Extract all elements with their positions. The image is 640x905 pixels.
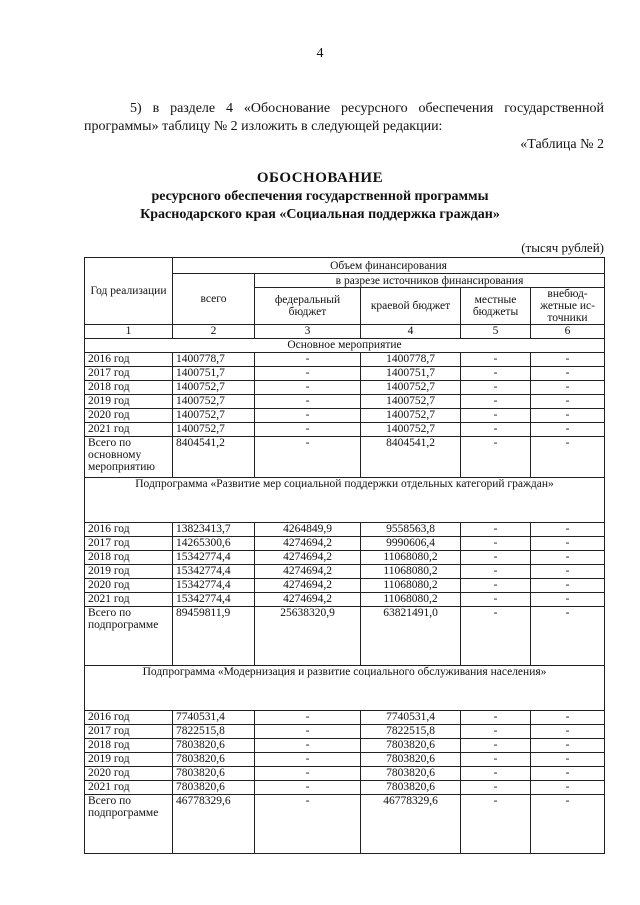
cell-federal: - bbox=[255, 423, 361, 437]
cell-total: 1400752,7 bbox=[173, 381, 255, 395]
cell-extra: - bbox=[531, 725, 605, 739]
section-title: Основное мероприятие bbox=[85, 339, 605, 353]
table-row bbox=[85, 395, 605, 409]
cell-regional: 1400778,7 bbox=[361, 353, 461, 367]
total-cell-regional: 46778329,6 bbox=[361, 795, 461, 854]
cell-year: 2019 год bbox=[85, 565, 173, 579]
cell-total: 1400751,7 bbox=[173, 367, 255, 381]
total-cell-regional: 8404541,2 bbox=[361, 437, 461, 478]
cell-year: 2017 год bbox=[85, 367, 173, 381]
intro-paragraph bbox=[84, 100, 604, 136]
header-year: Год реализации bbox=[85, 258, 173, 325]
cell-year: 2017 год bbox=[85, 725, 173, 739]
cell-local: - bbox=[461, 753, 531, 767]
column-numbers-row bbox=[85, 325, 605, 339]
cell-year: 2021 год bbox=[85, 423, 173, 437]
cell-regional: 11068080,2 bbox=[361, 593, 461, 607]
table-row bbox=[85, 725, 605, 739]
total-cell-federal: 25638320,9 bbox=[255, 607, 361, 666]
cell-year: 2018 год bbox=[85, 739, 173, 753]
cell-regional: 7803820,6 bbox=[361, 781, 461, 795]
cell-year: 2020 год bbox=[85, 409, 173, 423]
cell-federal: 4274694,2 bbox=[255, 579, 361, 593]
intro-text: 5) в разделе 4 «Обоснование ресурсного обеспечения государственной программы» таблицу № 2 изложить в следующей редакции: bbox=[84, 101, 604, 134]
cell-total: 7822515,8 bbox=[173, 725, 255, 739]
cell-year: 2016 год bbox=[85, 711, 173, 725]
cell-federal: - bbox=[255, 367, 361, 381]
table-row bbox=[85, 753, 605, 767]
document-subtitle-line2: Краснодарского края «Социальная поддержка граждан» bbox=[140, 207, 500, 222]
cell-regional: 11068080,2 bbox=[361, 551, 461, 565]
header-volume: Объем финансирования bbox=[173, 258, 605, 274]
cell-local: - bbox=[461, 767, 531, 781]
cell-extra: - bbox=[531, 367, 605, 381]
total-cell-year: Всего по подпрограмме bbox=[85, 607, 173, 666]
cell-year: 2019 год bbox=[85, 395, 173, 409]
cell-federal: - bbox=[255, 395, 361, 409]
cell-regional: 1400752,7 bbox=[361, 423, 461, 437]
cell-total: 1400752,7 bbox=[173, 423, 255, 437]
total-row bbox=[85, 437, 605, 478]
cell-extra: - bbox=[531, 537, 605, 551]
cell-local: - bbox=[461, 739, 531, 753]
cell-federal: - bbox=[255, 739, 361, 753]
cell-total: 15342774,4 bbox=[173, 579, 255, 593]
cell-extra: - bbox=[531, 739, 605, 753]
column-number: 5 bbox=[461, 325, 531, 339]
cell-federal: 4264849,9 bbox=[255, 523, 361, 537]
cell-total: 15342774,4 bbox=[173, 593, 255, 607]
cell-regional: 1400752,7 bbox=[361, 395, 461, 409]
header-total: всего bbox=[173, 274, 255, 325]
cell-total: 7803820,6 bbox=[173, 781, 255, 795]
cell-year: 2016 год bbox=[85, 353, 173, 367]
table-row bbox=[85, 353, 605, 367]
cell-local: - bbox=[461, 395, 531, 409]
cell-federal: - bbox=[255, 767, 361, 781]
cell-local: - bbox=[461, 537, 531, 551]
cell-federal: 4274694,2 bbox=[255, 537, 361, 551]
cell-total: 15342774,4 bbox=[173, 551, 255, 565]
cell-total: 14265300,6 bbox=[173, 537, 255, 551]
cell-extra: - bbox=[531, 565, 605, 579]
cell-total: 7740531,4 bbox=[173, 711, 255, 725]
cell-year: 2021 год bbox=[85, 593, 173, 607]
cell-total: 15342774,4 bbox=[173, 565, 255, 579]
table-row bbox=[85, 551, 605, 565]
cell-regional: 1400751,7 bbox=[361, 367, 461, 381]
cell-federal: 4274694,2 bbox=[255, 593, 361, 607]
cell-local: - bbox=[461, 579, 531, 593]
total-cell-local: - bbox=[461, 795, 531, 854]
cell-year: 2018 год bbox=[85, 551, 173, 565]
table-row bbox=[85, 381, 605, 395]
section-title-row bbox=[85, 666, 605, 711]
total-cell-year: Всего по подпрограмме bbox=[85, 795, 173, 854]
cell-total: 7803820,6 bbox=[173, 767, 255, 781]
cell-federal: - bbox=[255, 753, 361, 767]
column-number: 6 bbox=[531, 325, 605, 339]
cell-year: 2018 год bbox=[85, 381, 173, 395]
cell-year: 2020 год bbox=[85, 579, 173, 593]
table-reference: «Таблица № 2 bbox=[520, 137, 604, 152]
header-local: местные бюджеты bbox=[461, 288, 531, 325]
cell-federal: 4274694,2 bbox=[255, 551, 361, 565]
cell-local: - bbox=[461, 711, 531, 725]
header-by-source: в разрезе источников финансирования bbox=[255, 274, 605, 288]
header-regional: краевой бюджет bbox=[361, 288, 461, 325]
cell-federal: 4274694,2 bbox=[255, 565, 361, 579]
cell-extra: - bbox=[531, 711, 605, 725]
cell-regional: 7803820,6 bbox=[361, 767, 461, 781]
table-row bbox=[85, 523, 605, 537]
cell-extra: - bbox=[531, 781, 605, 795]
cell-total: 1400752,7 bbox=[173, 409, 255, 423]
cell-total: 1400778,7 bbox=[173, 353, 255, 367]
column-number: 4 bbox=[361, 325, 461, 339]
total-cell-federal: - bbox=[255, 437, 361, 478]
cell-year: 2019 год bbox=[85, 753, 173, 767]
cell-local: - bbox=[461, 593, 531, 607]
table-row bbox=[85, 593, 605, 607]
cell-federal: - bbox=[255, 409, 361, 423]
cell-extra: - bbox=[531, 767, 605, 781]
document-title: ОБОСНОВАНИЕ bbox=[256, 170, 384, 186]
financing-table bbox=[84, 257, 605, 854]
table-row bbox=[85, 423, 605, 437]
cell-federal: - bbox=[255, 725, 361, 739]
cell-extra: - bbox=[531, 593, 605, 607]
column-number: 2 bbox=[173, 325, 255, 339]
cell-year: 2020 год bbox=[85, 767, 173, 781]
cell-local: - bbox=[461, 423, 531, 437]
cell-total: 13823413,7 bbox=[173, 523, 255, 537]
section-title-row bbox=[85, 478, 605, 523]
cell-local: - bbox=[461, 565, 531, 579]
table-row bbox=[85, 409, 605, 423]
cell-regional: 7803820,6 bbox=[361, 753, 461, 767]
cell-regional: 7740531,4 bbox=[361, 711, 461, 725]
cell-extra: - bbox=[531, 579, 605, 593]
cell-local: - bbox=[461, 409, 531, 423]
cell-local: - bbox=[461, 353, 531, 367]
cell-regional: 11068080,2 bbox=[361, 579, 461, 593]
total-cell-regional: 63821491,0 bbox=[361, 607, 461, 666]
cell-federal: - bbox=[255, 353, 361, 367]
total-cell-local: - bbox=[461, 437, 531, 478]
cell-year: 2017 год bbox=[85, 537, 173, 551]
cell-total: 7803820,6 bbox=[173, 739, 255, 753]
total-cell-total: 46778329,6 bbox=[173, 795, 255, 854]
header-federal: федеральный бюджет bbox=[255, 288, 361, 325]
cell-local: - bbox=[461, 381, 531, 395]
table-row bbox=[85, 579, 605, 593]
cell-extra: - bbox=[531, 409, 605, 423]
total-cell-local: - bbox=[461, 607, 531, 666]
cell-extra: - bbox=[531, 381, 605, 395]
section-title: Подпрограмма «Развитие мер социальной поддержки отдельных категорий граждан» bbox=[85, 478, 605, 523]
cell-extra: - bbox=[531, 523, 605, 537]
table-row bbox=[85, 367, 605, 381]
cell-extra: - bbox=[531, 551, 605, 565]
column-number: 1 bbox=[85, 325, 173, 339]
cell-local: - bbox=[461, 551, 531, 565]
total-cell-extra: - bbox=[531, 437, 605, 478]
cell-local: - bbox=[461, 523, 531, 537]
cell-regional: 7803820,6 bbox=[361, 739, 461, 753]
total-cell-extra: - bbox=[531, 795, 605, 854]
page-number: 4 bbox=[316, 46, 324, 61]
cell-federal: - bbox=[255, 381, 361, 395]
cell-regional: 1400752,7 bbox=[361, 381, 461, 395]
cell-regional: 9558563,8 bbox=[361, 523, 461, 537]
cell-extra: - bbox=[531, 753, 605, 767]
total-row bbox=[85, 795, 605, 854]
total-cell-year: Всего по основному мероприятию bbox=[85, 437, 173, 478]
table-body bbox=[85, 325, 605, 854]
table-row bbox=[85, 565, 605, 579]
cell-total: 7803820,6 bbox=[173, 753, 255, 767]
table-row bbox=[85, 711, 605, 725]
cell-extra: - bbox=[531, 423, 605, 437]
total-cell-federal: - bbox=[255, 795, 361, 854]
cell-total: 1400752,7 bbox=[173, 395, 255, 409]
cell-local: - bbox=[461, 725, 531, 739]
table-row bbox=[85, 767, 605, 781]
total-cell-extra: - bbox=[531, 607, 605, 666]
cell-extra: - bbox=[531, 353, 605, 367]
cell-year: 2016 год bbox=[85, 523, 173, 537]
total-cell-total: 8404541,2 bbox=[173, 437, 255, 478]
cell-regional: 9990606,4 bbox=[361, 537, 461, 551]
document-subtitle-line1: ресурсного обеспечения государственной программы bbox=[151, 189, 489, 204]
units-label: (тысяч рублей) bbox=[521, 240, 604, 255]
column-number: 3 bbox=[255, 325, 361, 339]
cell-regional: 11068080,2 bbox=[361, 565, 461, 579]
total-cell-total: 89459811,9 bbox=[173, 607, 255, 666]
total-row bbox=[85, 607, 605, 666]
cell-federal: - bbox=[255, 711, 361, 725]
cell-extra: - bbox=[531, 395, 605, 409]
cell-year: 2021 год bbox=[85, 781, 173, 795]
table-row bbox=[85, 781, 605, 795]
cell-local: - bbox=[461, 781, 531, 795]
cell-regional: 1400752,7 bbox=[361, 409, 461, 423]
cell-federal: - bbox=[255, 781, 361, 795]
table-row bbox=[85, 739, 605, 753]
cell-regional: 7822515,8 bbox=[361, 725, 461, 739]
header-extra: внебюд-жетные ис-точники bbox=[531, 288, 605, 325]
section-title-row bbox=[85, 339, 605, 353]
cell-local: - bbox=[461, 367, 531, 381]
section-title: Подпрограмма «Модернизация и развитие социального обслуживания населения» bbox=[85, 666, 605, 711]
table-row bbox=[85, 537, 605, 551]
